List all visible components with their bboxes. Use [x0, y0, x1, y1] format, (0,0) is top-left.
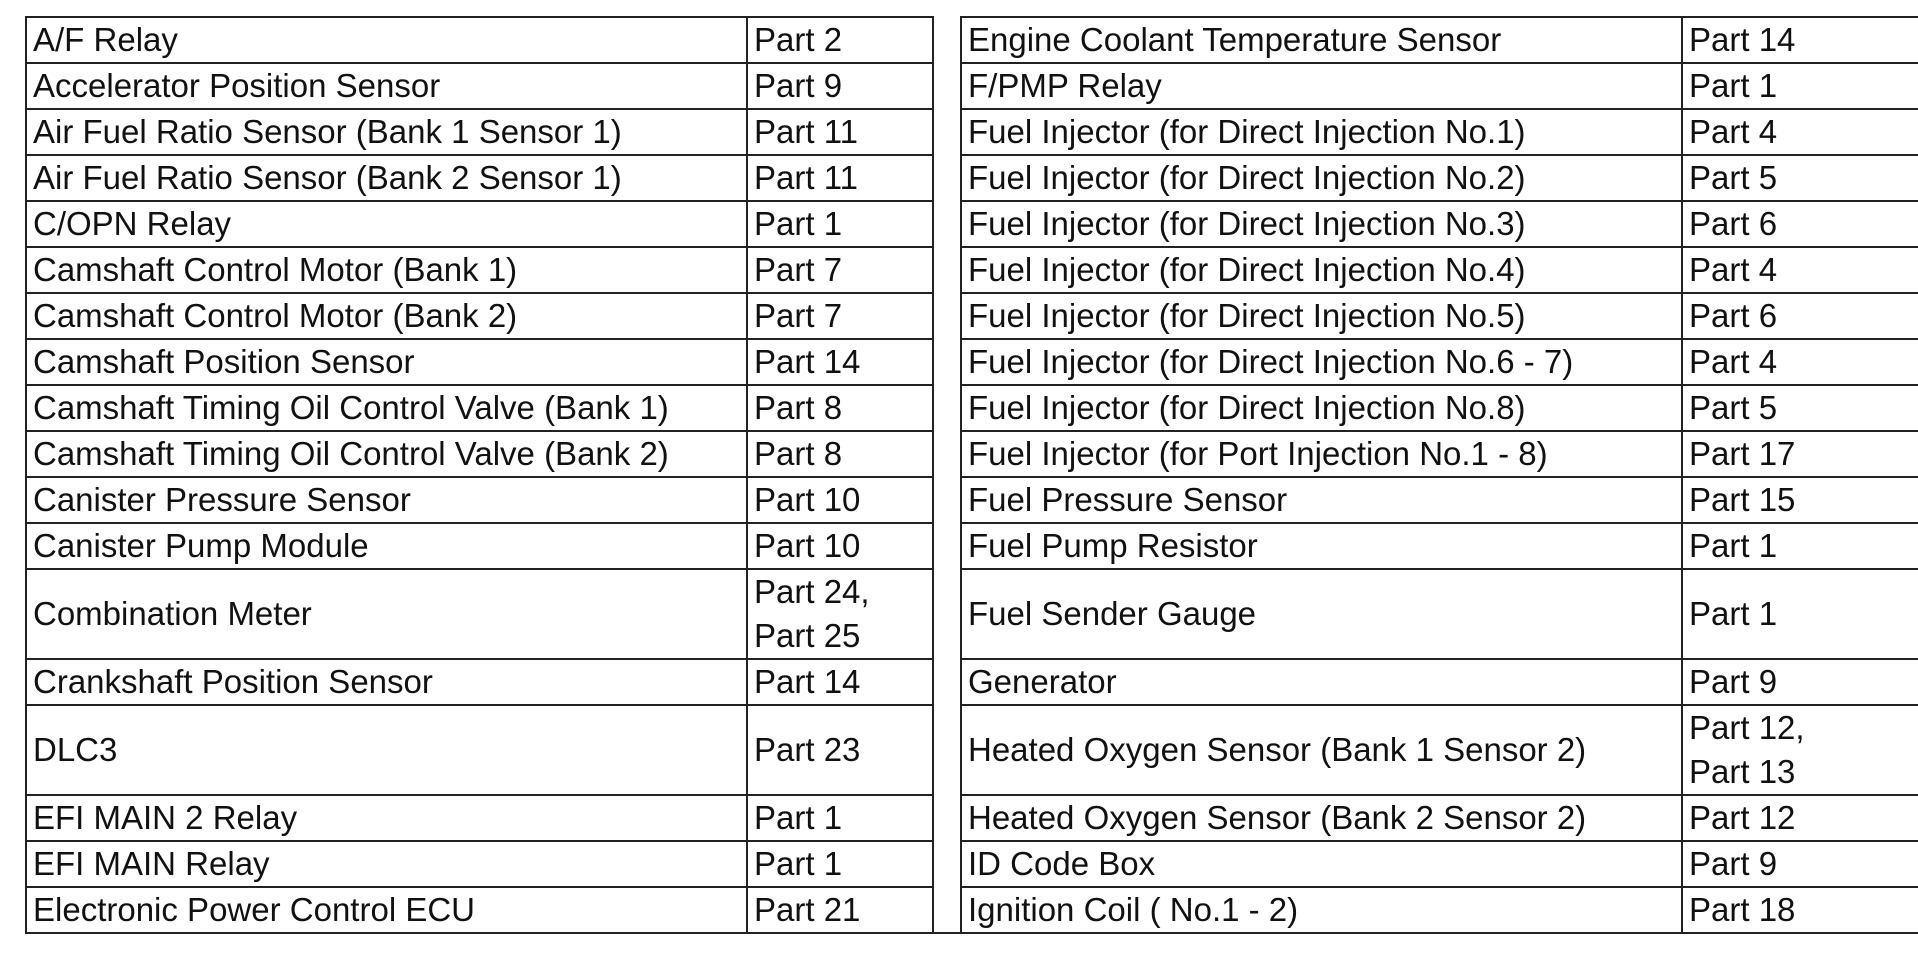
column-separator	[933, 795, 961, 841]
left-part-cell	[747, 887, 933, 933]
left-part-cell	[747, 293, 933, 339]
left-component-cell: Camshaft Control Motor (Bank 1)	[26, 247, 747, 293]
table-body	[26, 17, 1918, 933]
column-separator	[933, 523, 961, 569]
part-reference: Part 8	[754, 389, 843, 426]
left-part-cell	[747, 841, 933, 887]
part-reference: Part 12,	[1689, 709, 1805, 746]
table-row	[26, 477, 1918, 523]
table-row	[26, 17, 1918, 63]
column-separator	[933, 63, 961, 109]
part-reference: Part 1	[754, 845, 843, 882]
right-part-cell	[1682, 659, 1918, 705]
left-part-cell	[747, 109, 933, 155]
part-reference: Part 4	[1689, 113, 1778, 150]
parts-location-table-container	[25, 16, 1918, 934]
right-component-cell: Engine Coolant Temperature Sensor	[961, 17, 1682, 63]
column-separator	[933, 705, 961, 795]
part-reference: Part 4	[1689, 343, 1778, 380]
right-part-cell	[1682, 705, 1918, 795]
left-component-cell: EFI MAIN 2 Relay	[26, 795, 747, 841]
column-separator	[933, 431, 961, 477]
right-component-cell: Fuel Injector (for Direct Injection No.5)	[961, 293, 1682, 339]
left-component-cell: Air Fuel Ratio Sensor (Bank 1 Sensor 1)	[26, 109, 747, 155]
column-separator	[933, 569, 961, 659]
right-component-cell: ID Code Box	[961, 841, 1682, 887]
part-reference: Part 1	[754, 205, 843, 242]
part-reference: Part 9	[754, 67, 843, 104]
right-component-cell: Heated Oxygen Sensor (Bank 2 Sensor 2)	[961, 795, 1682, 841]
part-reference: Part 9	[1689, 663, 1778, 700]
part-reference: Part 11	[754, 159, 858, 196]
left-part-cell	[747, 431, 933, 477]
part-reference: Part 14	[754, 663, 861, 700]
left-part-cell	[747, 705, 933, 795]
part-reference: Part 12	[1689, 799, 1796, 836]
column-separator	[933, 155, 961, 201]
column-separator	[933, 109, 961, 155]
left-component-cell: Camshaft Position Sensor	[26, 339, 747, 385]
right-part-cell	[1682, 795, 1918, 841]
left-part-cell	[747, 201, 933, 247]
right-component-cell: Fuel Injector (for Direct Injection No.3)	[961, 201, 1682, 247]
left-component-cell: A/F Relay	[26, 17, 747, 63]
part-reference: Part 10	[754, 527, 861, 564]
part-reference: Part 23	[754, 731, 861, 768]
left-component-cell: C/OPN Relay	[26, 201, 747, 247]
table-row	[26, 795, 1918, 841]
part-reference: Part 5	[1689, 389, 1778, 426]
left-part-cell	[747, 569, 933, 659]
part-reference: Part 11	[754, 113, 858, 150]
part-reference: Part 7	[754, 251, 843, 288]
part-reference: Part 1	[754, 799, 843, 836]
table-row	[26, 339, 1918, 385]
right-part-cell	[1682, 523, 1918, 569]
left-part-cell	[747, 155, 933, 201]
table-row	[26, 201, 1918, 247]
part-reference: Part 1	[1689, 67, 1778, 104]
column-separator	[933, 841, 961, 887]
part-reference: Part 14	[1689, 21, 1796, 58]
left-component-cell: Camshaft Timing Oil Control Valve (Bank 2)	[26, 431, 747, 477]
right-part-cell	[1682, 841, 1918, 887]
part-reference: Part 17	[1689, 435, 1796, 472]
left-component-cell: Canister Pressure Sensor	[26, 477, 747, 523]
table-row	[26, 247, 1918, 293]
left-component-cell: DLC3	[26, 705, 747, 795]
part-reference: Part 9	[1689, 845, 1778, 882]
left-part-cell	[747, 247, 933, 293]
column-separator	[933, 339, 961, 385]
part-reference: Part 6	[1689, 297, 1778, 334]
left-part-cell	[747, 477, 933, 523]
part-reference: Part 14	[754, 343, 861, 380]
right-part-cell	[1682, 247, 1918, 293]
left-part-cell	[747, 63, 933, 109]
left-component-cell: Camshaft Control Motor (Bank 2)	[26, 293, 747, 339]
right-part-cell	[1682, 201, 1918, 247]
left-component-cell: Combination Meter	[26, 569, 747, 659]
part-reference: Part 4	[1689, 251, 1778, 288]
right-component-cell: Fuel Injector (for Direct Injection No.1)	[961, 109, 1682, 155]
right-component-cell: Ignition Coil ( No.1 - 2)	[961, 887, 1682, 933]
right-component-cell: Fuel Injector (for Direct Injection No.6 - 7)	[961, 339, 1682, 385]
right-part-cell	[1682, 293, 1918, 339]
right-component-cell: Fuel Injector (for Port Injection No.1 - 8)	[961, 431, 1682, 477]
part-reference: Part 10	[754, 481, 861, 518]
left-component-cell: Electronic Power Control ECU	[26, 887, 747, 933]
right-component-cell: Fuel Pump Resistor	[961, 523, 1682, 569]
table-row	[26, 569, 1918, 659]
column-separator	[933, 293, 961, 339]
column-separator	[933, 659, 961, 705]
part-reference: Part 1	[1689, 595, 1778, 632]
part-reference: Part 24,	[754, 573, 870, 610]
right-part-cell	[1682, 477, 1918, 523]
left-part-cell	[747, 795, 933, 841]
right-part-cell	[1682, 63, 1918, 109]
table-row	[26, 109, 1918, 155]
part-reference: Part 7	[754, 297, 843, 334]
left-component-cell: Air Fuel Ratio Sensor (Bank 2 Sensor 1)	[26, 155, 747, 201]
part-reference: Part 15	[1689, 481, 1796, 518]
right-component-cell: Fuel Sender Gauge	[961, 569, 1682, 659]
right-part-cell	[1682, 339, 1918, 385]
left-part-cell	[747, 339, 933, 385]
right-component-cell: Fuel Pressure Sensor	[961, 477, 1682, 523]
right-component-cell: Fuel Injector (for Direct Injection No.8)	[961, 385, 1682, 431]
left-part-cell	[747, 659, 933, 705]
column-separator	[933, 477, 961, 523]
column-separator	[933, 887, 961, 933]
part-reference: Part 1	[1689, 527, 1778, 564]
right-part-cell	[1682, 155, 1918, 201]
right-component-cell: F/PMP Relay	[961, 63, 1682, 109]
right-component-cell: Generator	[961, 659, 1682, 705]
table-row	[26, 659, 1918, 705]
left-part-cell	[747, 523, 933, 569]
right-part-cell	[1682, 887, 1918, 933]
right-part-cell	[1682, 385, 1918, 431]
table-row	[26, 887, 1918, 933]
part-reference: Part 8	[754, 435, 843, 472]
left-part-cell	[747, 17, 933, 63]
left-component-cell: Canister Pump Module	[26, 523, 747, 569]
table-row	[26, 293, 1918, 339]
parts-location-table	[25, 16, 1918, 934]
right-part-cell	[1682, 569, 1918, 659]
part-reference: Part 6	[1689, 205, 1778, 242]
left-component-cell: Camshaft Timing Oil Control Valve (Bank 1)	[26, 385, 747, 431]
table-row	[26, 523, 1918, 569]
right-component-cell: Fuel Injector (for Direct Injection No.4)	[961, 247, 1682, 293]
table-row	[26, 385, 1918, 431]
left-component-cell: Accelerator Position Sensor	[26, 63, 747, 109]
left-component-cell: EFI MAIN Relay	[26, 841, 747, 887]
column-separator	[933, 201, 961, 247]
part-reference: Part 5	[1689, 159, 1778, 196]
part-reference: Part 2	[754, 21, 843, 58]
part-reference-continued: Part 25	[754, 617, 861, 654]
table-row	[26, 705, 1918, 795]
right-part-cell	[1682, 431, 1918, 477]
part-reference-continued: Part 13	[1689, 753, 1796, 790]
column-separator	[933, 17, 961, 63]
right-component-cell: Fuel Injector (for Direct Injection No.2)	[961, 155, 1682, 201]
left-component-cell: Crankshaft Position Sensor	[26, 659, 747, 705]
table-row	[26, 155, 1918, 201]
column-separator	[933, 385, 961, 431]
part-reference: Part 21	[754, 891, 861, 928]
table-row	[26, 431, 1918, 477]
right-component-cell: Heated Oxygen Sensor (Bank 1 Sensor 2)	[961, 705, 1682, 795]
part-reference: Part 18	[1689, 891, 1796, 928]
table-row	[26, 63, 1918, 109]
right-part-cell	[1682, 109, 1918, 155]
column-separator	[933, 247, 961, 293]
left-part-cell	[747, 385, 933, 431]
right-part-cell	[1682, 17, 1918, 63]
table-row	[26, 841, 1918, 887]
